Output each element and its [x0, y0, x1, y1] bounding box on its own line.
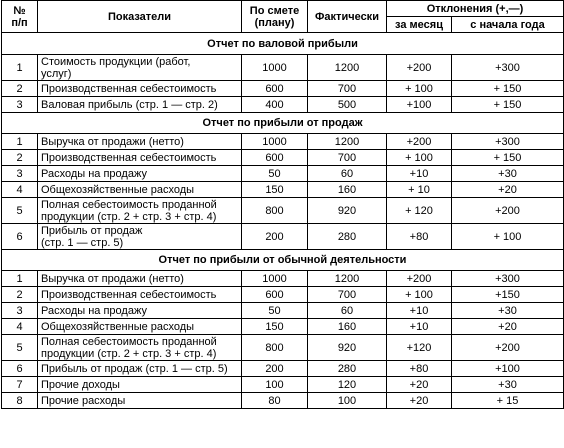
- table-row: [2, 361, 564, 377]
- month-deviation-cell: +10: [387, 303, 452, 319]
- header-actual: Фактически: [308, 1, 387, 33]
- header-month: за месяц: [387, 17, 452, 33]
- ytd-deviation-cell: +200: [452, 198, 564, 224]
- month-deviation-cell: +10: [387, 319, 452, 335]
- table-row: [2, 303, 564, 319]
- plan-value-cell: 50: [242, 303, 308, 319]
- row-number-cell: 5: [2, 198, 38, 224]
- ytd-deviation-cell: +200: [452, 335, 564, 361]
- row-number-cell: 7: [2, 377, 38, 393]
- ytd-deviation-cell: + 150: [452, 97, 564, 113]
- section-title: Отчет по прибыли от обычной деятельности: [2, 250, 564, 271]
- row-number-cell: 2: [2, 150, 38, 166]
- row-number-cell: 3: [2, 303, 38, 319]
- table-row: [2, 150, 564, 166]
- row-number-cell: 4: [2, 182, 38, 198]
- month-deviation-cell: +80: [387, 224, 452, 250]
- row-number-cell: 8: [2, 393, 38, 409]
- row-number-cell: 6: [2, 224, 38, 250]
- row-number-cell: 5: [2, 335, 38, 361]
- indicator-name-cell: Выручка от продажи (нетто): [38, 134, 242, 150]
- row-number-cell: 3: [2, 166, 38, 182]
- indicator-name-cell: Стоимость продукции (работ, услуг): [38, 55, 242, 81]
- actual-value-cell: 160: [308, 319, 387, 335]
- actual-value-cell: 500: [308, 97, 387, 113]
- indicator-name-cell: Валовая прибыль (стр. 1 — стр. 2): [38, 97, 242, 113]
- plan-value-cell: 600: [242, 81, 308, 97]
- plan-value-cell: 200: [242, 224, 308, 250]
- row-number-cell: 1: [2, 271, 38, 287]
- month-deviation-cell: + 100: [387, 287, 452, 303]
- table-row: [2, 377, 564, 393]
- indicator-name-cell: Производственная себестоимость: [38, 81, 242, 97]
- plan-value-cell: 200: [242, 361, 308, 377]
- table-row: [2, 166, 564, 182]
- actual-value-cell: 60: [308, 303, 387, 319]
- ytd-deviation-cell: +30: [452, 166, 564, 182]
- indicator-name-cell: Производственная себестоимость: [38, 150, 242, 166]
- row-number-cell: 2: [2, 287, 38, 303]
- ytd-deviation-cell: +20: [452, 319, 564, 335]
- month-deviation-cell: +10: [387, 166, 452, 182]
- plan-value-cell: 800: [242, 198, 308, 224]
- plan-value-cell: 600: [242, 150, 308, 166]
- ytd-deviation-cell: + 150: [452, 81, 564, 97]
- actual-value-cell: 160: [308, 182, 387, 198]
- section-title: Отчет по прибыли от продаж: [2, 113, 564, 134]
- report-table: [1, 0, 564, 409]
- indicator-name-cell: Расходы на продажу: [38, 303, 242, 319]
- actual-value-cell: 120: [308, 377, 387, 393]
- plan-value-cell: 80: [242, 393, 308, 409]
- plan-value-cell: 400: [242, 97, 308, 113]
- month-deviation-cell: +20: [387, 393, 452, 409]
- plan-value-cell: 100: [242, 377, 308, 393]
- row-number-cell: 6: [2, 361, 38, 377]
- header-indicators: Показатели: [38, 1, 242, 33]
- ytd-deviation-cell: +300: [452, 271, 564, 287]
- table-row: [2, 319, 564, 335]
- table-row: [2, 271, 564, 287]
- header-deviations: Отклонения (+,—): [387, 1, 564, 17]
- section-header-row: [2, 113, 564, 134]
- actual-value-cell: 100: [308, 393, 387, 409]
- section-title: Отчет по валовой прибыли: [2, 33, 564, 55]
- indicator-name-cell: Общехозяйственные расходы: [38, 319, 242, 335]
- plan-value-cell: 150: [242, 319, 308, 335]
- plan-value-cell: 1000: [242, 55, 308, 81]
- plan-value-cell: 150: [242, 182, 308, 198]
- plan-value-cell: 800: [242, 335, 308, 361]
- plan-value-cell: 600: [242, 287, 308, 303]
- actual-value-cell: 700: [308, 81, 387, 97]
- plan-value-cell: 1000: [242, 271, 308, 287]
- row-number-cell: 2: [2, 81, 38, 97]
- table-row: [2, 97, 564, 113]
- table-header: [2, 1, 564, 33]
- row-number-cell: 4: [2, 319, 38, 335]
- ytd-deviation-cell: +30: [452, 377, 564, 393]
- table-body: [2, 33, 564, 409]
- indicator-name-cell: Прибыль от продаж (стр. 1 — стр. 5): [38, 361, 242, 377]
- ytd-deviation-cell: + 15: [452, 393, 564, 409]
- month-deviation-cell: +200: [387, 134, 452, 150]
- month-deviation-cell: + 120: [387, 198, 452, 224]
- plan-value-cell: 50: [242, 166, 308, 182]
- actual-value-cell: 280: [308, 224, 387, 250]
- ytd-deviation-cell: +30: [452, 303, 564, 319]
- section-header-row: [2, 33, 564, 55]
- indicator-name-cell: Расходы на продажу: [38, 166, 242, 182]
- ytd-deviation-cell: +300: [452, 134, 564, 150]
- month-deviation-cell: + 100: [387, 150, 452, 166]
- month-deviation-cell: + 100: [387, 81, 452, 97]
- month-deviation-cell: +120: [387, 335, 452, 361]
- actual-value-cell: 700: [308, 150, 387, 166]
- header-ytd: с начала года: [452, 17, 564, 33]
- indicator-name-cell: Прибыль от продаж (стр. 1 — стр. 5): [38, 224, 242, 250]
- table-row: [2, 55, 564, 81]
- table-row: [2, 393, 564, 409]
- table-row: [2, 287, 564, 303]
- month-deviation-cell: + 10: [387, 182, 452, 198]
- table-row: [2, 134, 564, 150]
- indicator-name-cell: Полная себестоимость проданной продукции (стр. 2 + стр. 3 + стр. 4): [38, 335, 242, 361]
- indicator-name-cell: Полная себестоимость проданной продукции (стр. 2 + стр. 3 + стр. 4): [38, 198, 242, 224]
- month-deviation-cell: +100: [387, 97, 452, 113]
- ytd-deviation-cell: +100: [452, 361, 564, 377]
- header-num: № п/п: [2, 1, 38, 33]
- ytd-deviation-cell: +300: [452, 55, 564, 81]
- actual-value-cell: 920: [308, 335, 387, 361]
- indicator-name-cell: Прочие доходы: [38, 377, 242, 393]
- indicator-name-cell: Общехозяйственные расходы: [38, 182, 242, 198]
- row-number-cell: 1: [2, 134, 38, 150]
- ytd-deviation-cell: +20: [452, 182, 564, 198]
- actual-value-cell: 1200: [308, 55, 387, 81]
- month-deviation-cell: +200: [387, 271, 452, 287]
- table-row: [2, 198, 564, 224]
- indicator-name-cell: Выручка от продажи (нетто): [38, 271, 242, 287]
- indicator-name-cell: Производственная себестоимость: [38, 287, 242, 303]
- actual-value-cell: 920: [308, 198, 387, 224]
- ytd-deviation-cell: +150: [452, 287, 564, 303]
- month-deviation-cell: +200: [387, 55, 452, 81]
- month-deviation-cell: +20: [387, 377, 452, 393]
- ytd-deviation-cell: + 150: [452, 150, 564, 166]
- plan-value-cell: 1000: [242, 134, 308, 150]
- table-row: [2, 224, 564, 250]
- row-number-cell: 1: [2, 55, 38, 81]
- month-deviation-cell: +80: [387, 361, 452, 377]
- table-row: [2, 81, 564, 97]
- ytd-deviation-cell: + 100: [452, 224, 564, 250]
- actual-value-cell: 60: [308, 166, 387, 182]
- table-row: [2, 182, 564, 198]
- actual-value-cell: 700: [308, 287, 387, 303]
- header-plan: По смете (плану): [242, 1, 308, 33]
- actual-value-cell: 280: [308, 361, 387, 377]
- section-header-row: [2, 250, 564, 271]
- actual-value-cell: 1200: [308, 134, 387, 150]
- actual-value-cell: 1200: [308, 271, 387, 287]
- row-number-cell: 3: [2, 97, 38, 113]
- table-row: [2, 335, 564, 361]
- indicator-name-cell: Прочие расходы: [38, 393, 242, 409]
